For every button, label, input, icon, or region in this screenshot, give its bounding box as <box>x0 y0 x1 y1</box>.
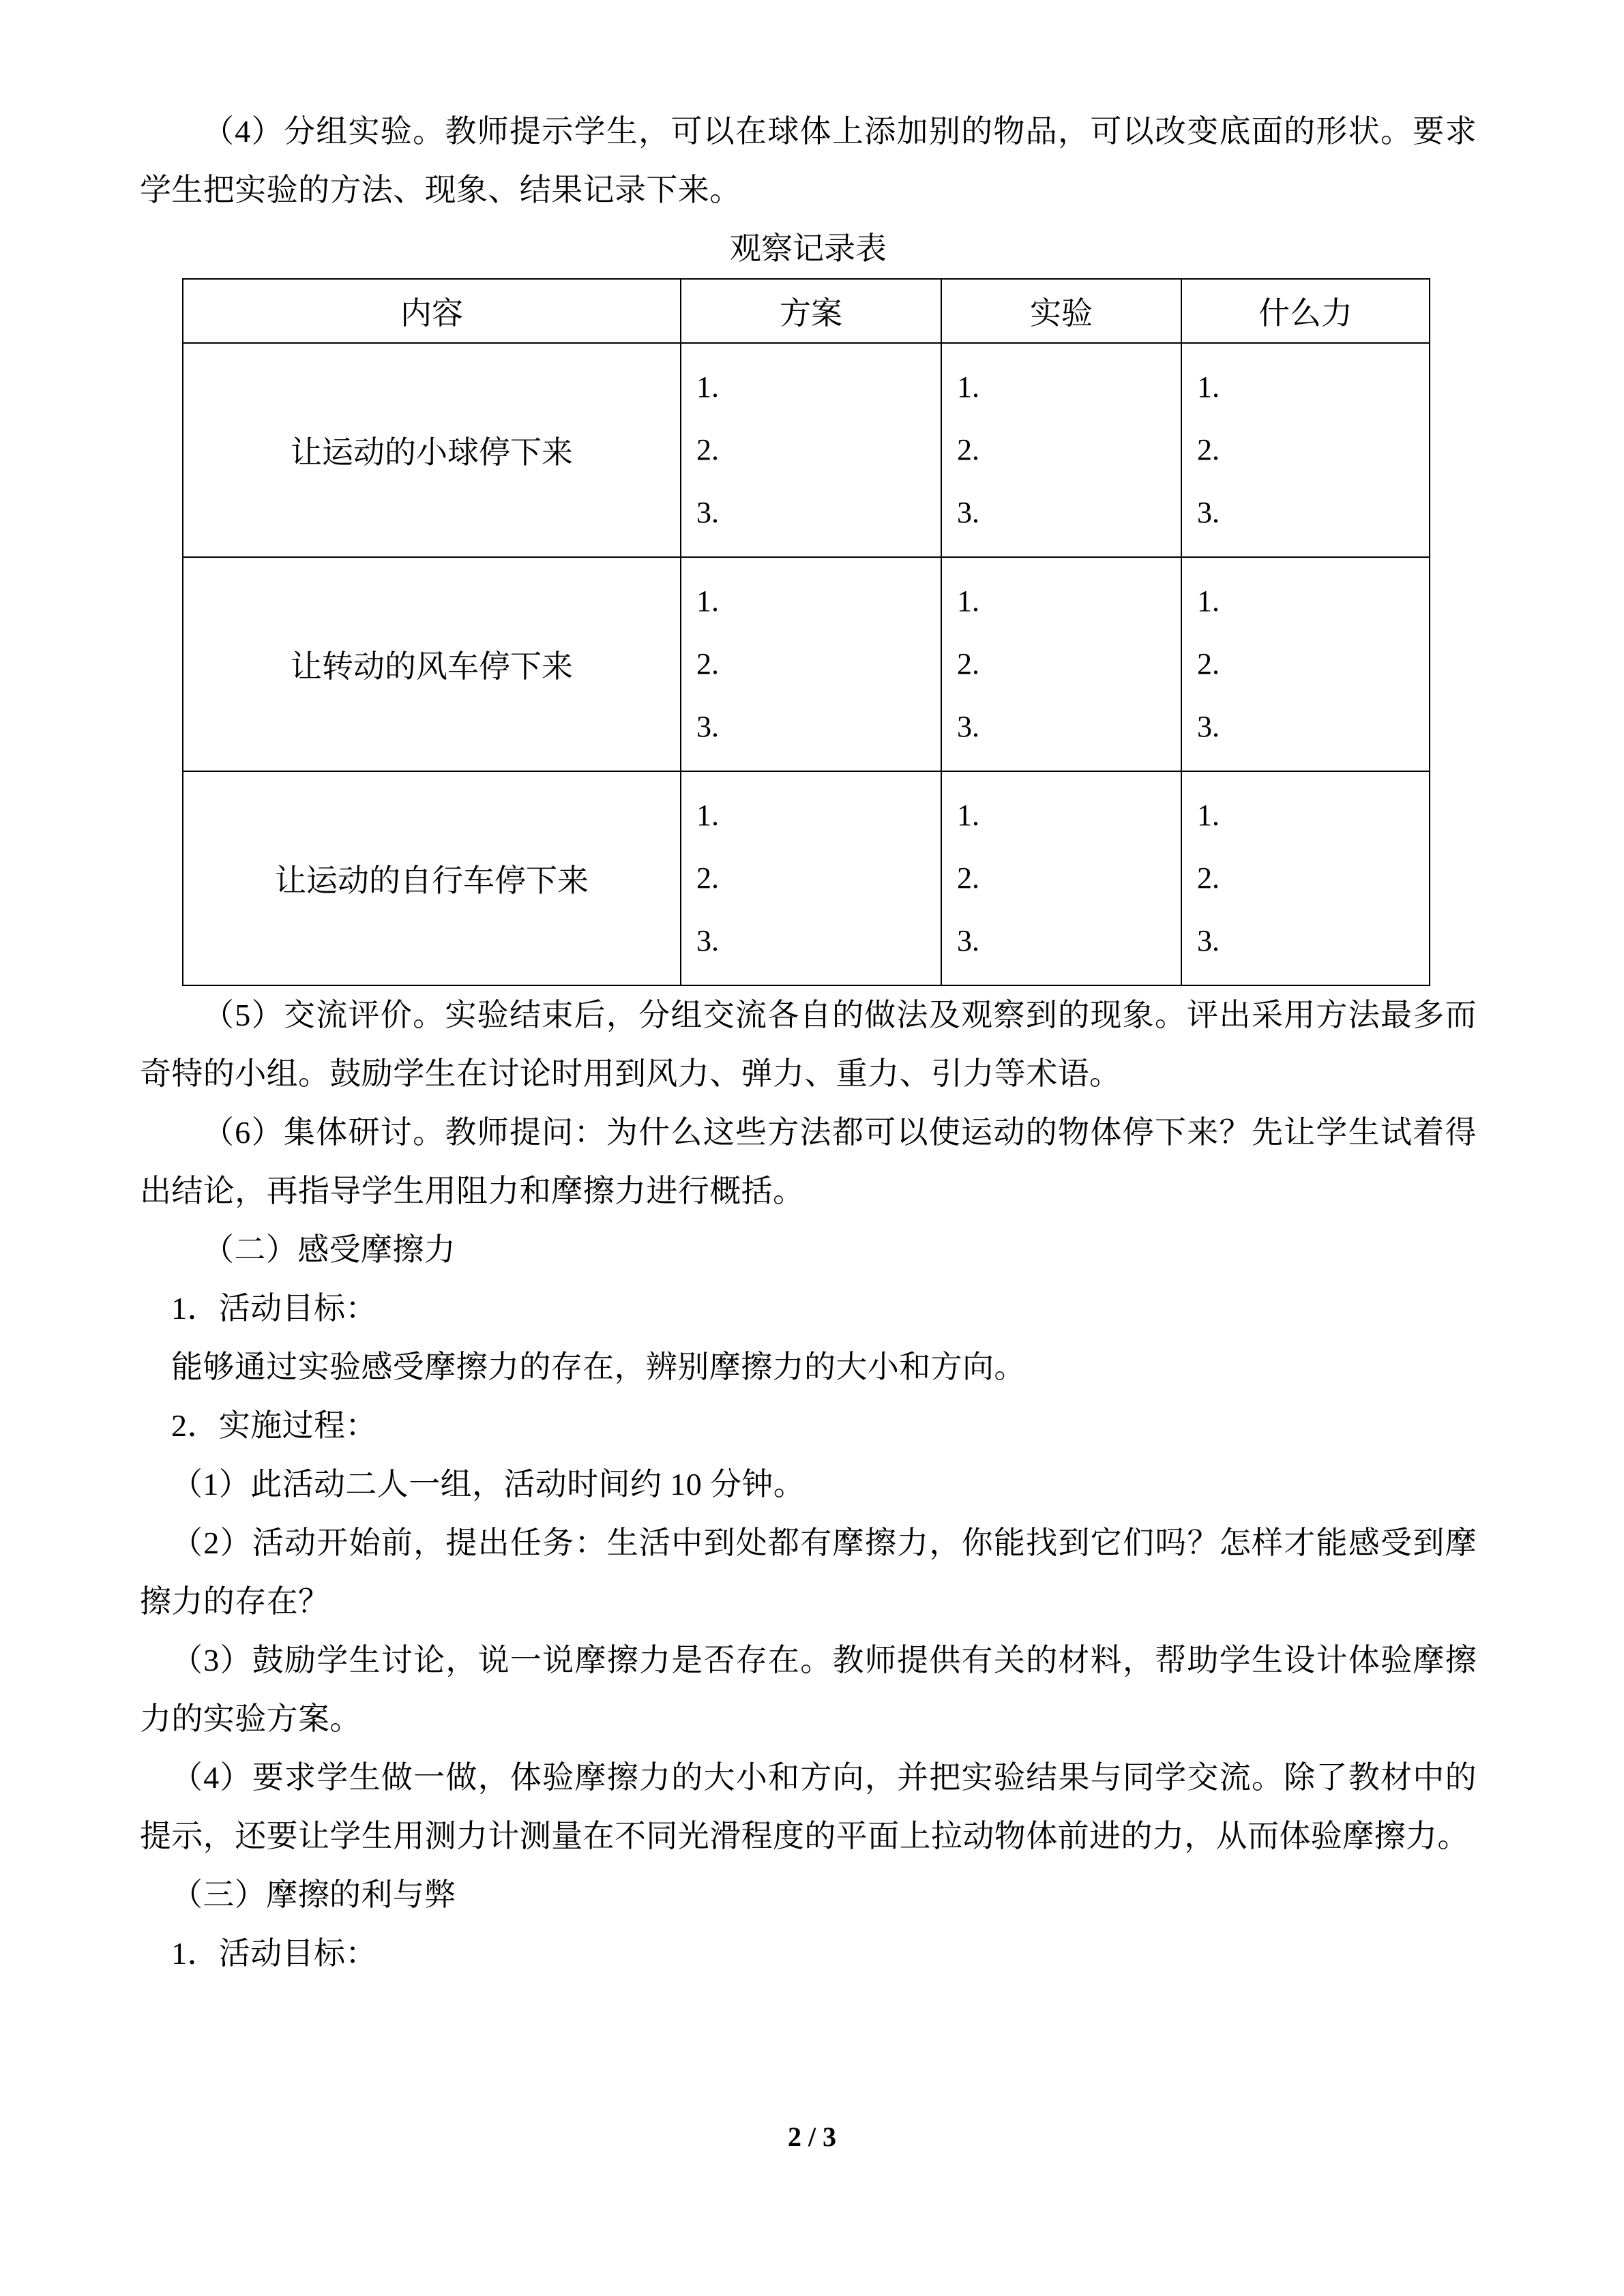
list-item: 2. <box>957 861 979 895</box>
list-item: 1. <box>1197 799 1220 832</box>
list-item: 2. <box>696 861 719 895</box>
observation-table-title: 观察记录表 <box>730 231 887 266</box>
table-cell-force <box>1181 343 1430 557</box>
table-cell-plan <box>681 343 941 557</box>
heading-implementation-process-2: 2．实施过程： <box>171 1408 377 1443</box>
table-row <box>183 343 1430 557</box>
paragraph-6-group-discussion: （6）集体研讨。教师提问：为什么这些方法都可以使运动的物体停下来？先让学生试着得出结论，再指导学生用阻力和摩擦力进行概括。 <box>140 1115 1477 1208</box>
list-item: 2. <box>696 433 719 466</box>
paragraph-2-task-before-activity: （2）活动开始前，提出任务：生活中到处都有摩擦力，你能找到它们吗？怎样才能感受到摩擦力的存在？ <box>140 1525 1477 1619</box>
list-item: 1. <box>957 370 979 404</box>
paragraph-5-exchange-evaluation: （5）交流评价。实验结束后，分组交流各自的做法及观察到的现象。评出采用方法最多而奇特的小组。鼓励学生在讨论时用到风力、弹力、重力、引力等术语。 <box>140 998 1477 1091</box>
table-header-row <box>183 279 1430 343</box>
table-header-content: 内容 <box>183 279 681 343</box>
section-heading-three-friction-pros-cons: （三）摩擦的利与弊 <box>171 1877 456 1912</box>
list-item: 3. <box>957 924 979 957</box>
table-row <box>183 771 1430 985</box>
list-item: 2. <box>1197 433 1220 466</box>
table-cell-experiment <box>941 557 1181 771</box>
list-item: 2. <box>696 647 719 681</box>
table-row-label: 让转动的风车停下来 <box>183 557 681 771</box>
list-item: 1. <box>1197 370 1220 404</box>
observation-record-table <box>182 278 1430 986</box>
list-item: 1. <box>696 799 719 832</box>
list-item: 3. <box>1197 496 1220 529</box>
table-cell-force <box>1181 771 1430 985</box>
list-item: 3. <box>696 710 719 743</box>
table-cell-force <box>1181 557 1430 771</box>
list-item: 3. <box>1197 924 1220 957</box>
list-item: 2. <box>1197 861 1220 895</box>
paragraph-4-student-practice: （4）要求学生做一做，体验摩擦力的大小和方向，并把实验结果与同学交流。除了教材中的提示，还要让学生用测力计测量在不同光滑程度的平面上拉动物体前进的力，从而体验摩擦力。 <box>140 1760 1477 1853</box>
list-item: 3. <box>1197 710 1220 743</box>
heading-activity-goal-1-second: 1．活动目标： <box>171 1936 377 1971</box>
table-cell-plan <box>681 771 941 985</box>
list-item: 1. <box>957 584 979 618</box>
list-item: 3. <box>696 496 719 529</box>
table-header-plan: 方案 <box>681 279 941 343</box>
list-item: 3. <box>957 496 979 529</box>
list-item: 3. <box>957 710 979 743</box>
table-row-label: 让运动的自行车停下来 <box>183 771 681 985</box>
page-footer-number: 2 / 3 <box>787 2121 837 2152</box>
table-cell-experiment <box>941 771 1181 985</box>
section-heading-two-feel-friction: （二）感受摩擦力 <box>203 1232 456 1267</box>
list-item: 1. <box>1197 584 1220 618</box>
table-header-force: 什么力 <box>1181 279 1430 343</box>
table-row-label: 让运动的小球停下来 <box>183 343 681 557</box>
list-item: 1. <box>696 370 719 404</box>
list-item: 1. <box>696 584 719 618</box>
table-cell-plan <box>681 557 941 771</box>
list-item: 2. <box>957 433 979 466</box>
paragraph-4-group-experiment: （4）分组实验。教师提示学生，可以在球体上添加别的物品，可以改变底面的形状。要求学生把实验的方法、现象、结果记录下来。 <box>140 114 1477 207</box>
table-row <box>183 557 1430 771</box>
page-content <box>140 102 1477 1983</box>
table-header-experiment: 实验 <box>941 279 1181 343</box>
paragraph-activity-goal-body: 能够通过实验感受摩擦力的存在，辨别摩擦力的大小和方向。 <box>171 1350 1026 1384</box>
table-cell-experiment <box>941 343 1181 557</box>
heading-activity-goal-1: 1．活动目标： <box>171 1291 377 1326</box>
list-item: 3. <box>696 924 719 957</box>
list-item: 1. <box>957 799 979 832</box>
paragraph-3-encourage-discussion: （3）鼓励学生讨论，说一说摩擦力是否存在。教师提供有关的材料，帮助学生设计体验摩擦力的实验方案。 <box>140 1643 1477 1736</box>
list-item: 2. <box>957 647 979 681</box>
list-item: 2. <box>1197 647 1220 681</box>
paragraph-1-pair-activity: （1）此活动二人一组，活动时间约 10 分钟。 <box>171 1467 806 1502</box>
